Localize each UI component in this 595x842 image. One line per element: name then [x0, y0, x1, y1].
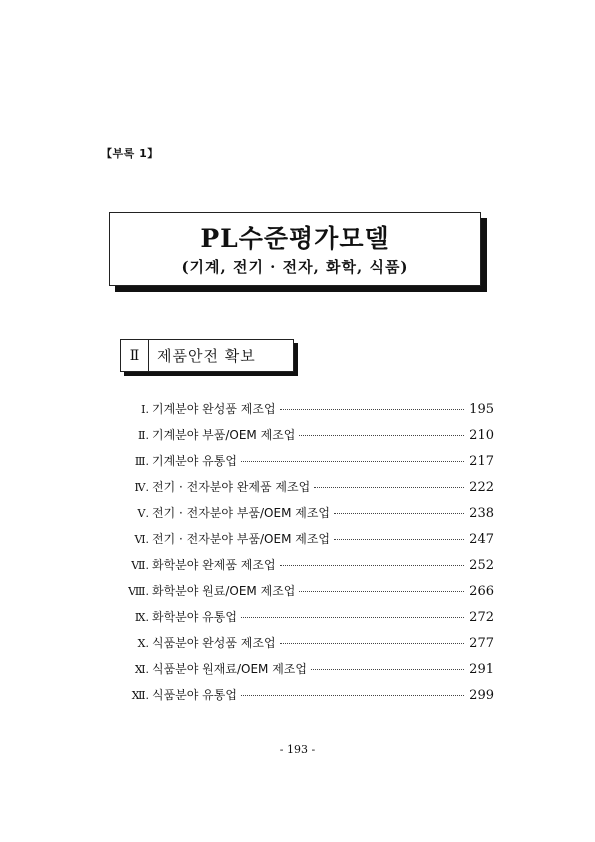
toc-entry[interactable] [118, 400, 494, 426]
toc-number: Ⅵ. [134, 533, 149, 546]
toc-number: Ⅷ. [128, 585, 149, 598]
toc-title: 전기 · 전자분야 부품/OEM 제조업 [152, 532, 331, 546]
toc-page-number: 195 [469, 402, 494, 417]
toc-title: 화학분야 원료/OEM 제조업 [152, 584, 296, 598]
toc-page-number: 299 [469, 688, 494, 703]
toc-page-number: 291 [469, 662, 494, 677]
toc-entry[interactable] [118, 478, 494, 504]
toc-number: Ⅶ. [131, 559, 149, 572]
toc-page-number: 266 [469, 584, 494, 599]
toc-entry[interactable] [118, 530, 494, 556]
table-of-contents [118, 400, 494, 712]
toc-title: 기계분야 완성품 제조업 [152, 402, 276, 416]
toc-number: Ⅸ. [134, 611, 149, 624]
toc-leader-dots [241, 461, 464, 462]
toc-number: Ⅺ. [134, 663, 149, 676]
toc-number: Ⅻ. [131, 689, 149, 702]
toc-page-number: 217 [469, 454, 494, 469]
toc-title: 전기 · 전자분야 완제품 제조업 [152, 480, 311, 494]
toc-leader-dots [241, 617, 464, 618]
toc-leader-dots [334, 513, 464, 514]
toc-page-number: 247 [469, 532, 494, 547]
section-heading [120, 339, 294, 372]
toc-leader-dots [280, 643, 464, 644]
document-subtitle: (기계, 전기 · 전자, 화학, 식품) [181, 258, 409, 276]
toc-entry[interactable] [118, 452, 494, 478]
toc-number: Ⅱ. [138, 429, 149, 442]
toc-title: 화학분야 완제품 제조업 [152, 558, 276, 572]
page-number-footer: - 193 - [279, 743, 316, 756]
toc-entry[interactable] [118, 426, 494, 452]
toc-leader-dots [334, 539, 464, 540]
toc-leader-dots [280, 565, 464, 566]
toc-leader-dots [241, 695, 464, 696]
toc-number: Ⅴ. [137, 507, 149, 520]
toc-title: 식품분야 완성품 제조업 [152, 636, 276, 650]
toc-number: Ⅳ. [134, 481, 149, 494]
toc-entry[interactable] [118, 660, 494, 686]
toc-number: Ⅰ. [141, 403, 149, 416]
title-box [109, 212, 481, 286]
toc-entry[interactable] [118, 634, 494, 660]
toc-entry[interactable] [118, 582, 494, 608]
toc-page-number: 222 [469, 480, 494, 495]
toc-number: Ⅲ. [134, 455, 149, 468]
toc-entry[interactable] [118, 608, 494, 634]
toc-title: 화학분야 유통업 [152, 610, 237, 624]
toc-page-number: 210 [469, 428, 494, 443]
toc-entry[interactable] [118, 504, 494, 530]
toc-leader-dots [280, 409, 464, 410]
toc-page-number: 277 [469, 636, 494, 651]
toc-number: Ⅹ. [137, 637, 149, 650]
toc-title: 식품분야 원재료/OEM 제조업 [152, 662, 307, 676]
toc-title: 식품분야 유통업 [152, 688, 237, 702]
appendix-label: 【부록 1】 [101, 147, 159, 160]
toc-leader-dots [314, 487, 464, 488]
toc-entry[interactable] [118, 556, 494, 582]
toc-title: 기계분야 부품/OEM 제조업 [152, 428, 296, 442]
toc-title: 기계분야 유통업 [152, 454, 237, 468]
toc-page-number: 252 [469, 558, 494, 573]
toc-entry[interactable] [118, 686, 494, 712]
toc-page-number: 238 [469, 506, 494, 521]
toc-leader-dots [299, 591, 464, 592]
section-number: Ⅱ [121, 340, 149, 371]
toc-title: 전기 · 전자분야 부품/OEM 제조업 [152, 506, 331, 520]
toc-leader-dots [311, 669, 464, 670]
document-title: PL수준평가모델 [200, 224, 390, 253]
toc-leader-dots [299, 435, 464, 436]
section-label: 제품안전 확보 [157, 347, 256, 365]
toc-page-number: 272 [469, 610, 494, 625]
